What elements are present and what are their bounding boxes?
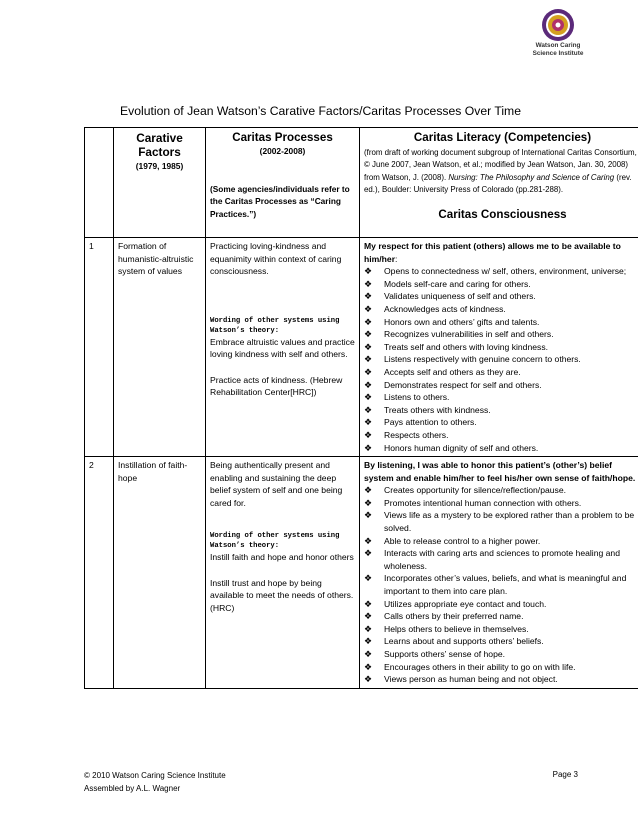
bullet-text: Learns about and supports others’ beliefs.: [384, 636, 544, 647]
bullet-icon: ❖: [364, 611, 373, 622]
logo-line-1: Watson Caring: [535, 42, 581, 49]
list-item: [364, 635, 638, 648]
carative-factors-title: Carative Factors: [136, 131, 183, 159]
list-item: [364, 497, 638, 510]
other-wording-1: Instill faith and hope and honor others: [210, 552, 354, 563]
bullet-text: Models self-care and caring for others.: [384, 278, 531, 289]
source-publisher: (rev. ed.), Boulder: University Press of Colorado (pp.281-288).: [364, 172, 632, 195]
list-item: [364, 429, 638, 442]
page-title: Evolution of Jean Watson’s Carative Factors/Caritas Processes Over Time: [120, 104, 521, 118]
list-item: [364, 265, 638, 278]
list-item: [364, 290, 638, 303]
bullet-icon: ❖: [364, 303, 373, 314]
list-item: [364, 303, 638, 316]
logo-emblem-icon: [541, 8, 575, 42]
list-item: [364, 328, 638, 341]
bullet-icon: ❖: [364, 497, 373, 508]
process-text: Being authentically present and enabling and sustaining the deep belief system of self and one being cared for.: [210, 460, 343, 508]
bullet-text: Interacts with caring arts and sciences to promote healing and wholeness.: [384, 548, 620, 571]
source-book-title: Nursing: The Philosophy and Science of Caring: [448, 172, 615, 182]
bullet-text: Treats self and others with loving kindness.: [384, 341, 548, 352]
list-item: [364, 316, 638, 329]
bullet-icon: ❖: [364, 366, 373, 377]
spacer: [210, 509, 355, 531]
bullet-text: Views person as human being and not object.: [384, 674, 558, 685]
other-systems-heading: Wording of other systems using Watson’s theory:: [210, 316, 340, 335]
bullet-icon: ❖: [364, 485, 373, 496]
bullet-text: Encourages others in their ability to go on with life.: [384, 661, 576, 672]
bullet-icon: ❖: [364, 674, 373, 685]
bullet-text: Views life as a mystery to be explored rather than a problem to be solved.: [384, 510, 635, 534]
bullet-text: Creates opportunity for silence/reflection/pause.: [384, 485, 567, 496]
bullet-text: Opens to connectedness w/ self, others, environment, universe;: [384, 266, 627, 277]
bullet-icon: ❖: [364, 278, 373, 289]
footer-assembled: Assembled by A.L. Wagner: [84, 784, 181, 793]
header-carative-factors: [114, 128, 206, 238]
list-item: [364, 484, 638, 497]
list-item: [364, 509, 638, 534]
bullet-icon: ❖: [364, 354, 373, 365]
literacy-intro-tail: :: [395, 253, 398, 264]
caritas-literacy-title: Caritas Literacy (Competencies): [413, 131, 592, 144]
bullet-text: Utilizes appropriate eye contact and touch.: [384, 598, 547, 609]
bullet-icon: ❖: [364, 535, 373, 546]
bullet-text: Recognizes vulnerabilities in self and others.: [384, 329, 554, 340]
bullet-text: Listens respectively with genuine concern to others.: [384, 354, 581, 365]
other-wording-1: Embrace altruistic values and practice loving kindness with self and others.: [210, 336, 355, 360]
list-item: [364, 379, 638, 392]
bullet-icon: ❖: [364, 429, 373, 440]
caritas-process: [206, 238, 360, 457]
list-item: [364, 416, 638, 429]
logo-line-2: Science Institute: [532, 49, 584, 57]
row-number: 1: [85, 238, 114, 457]
bullet-text: Listens to others.: [384, 392, 450, 403]
list-item: [364, 535, 638, 548]
list-item: [364, 366, 638, 379]
carative-table: [84, 127, 638, 689]
bullet-icon: ❖: [364, 291, 373, 302]
footer-copyright: © 2010 Watson Caring Science Institute: [84, 771, 226, 780]
bullet-text: Demonstrates respect for self and others.: [384, 379, 542, 390]
literacy-bullets: [364, 484, 638, 686]
carative-factor: Instillation of faith-hope: [114, 457, 206, 689]
bullet-icon: ❖: [364, 341, 373, 352]
header-row: [85, 128, 638, 238]
bullet-text: Calls others by their preferred name.: [384, 611, 524, 622]
institute-logo: [508, 8, 608, 70]
spacer: [210, 361, 355, 374]
bullet-icon: ❖: [364, 392, 373, 403]
bullet-text: Able to release control to a higher power.: [384, 535, 541, 546]
bullet-text: Acknowledges acts of kindness.: [384, 303, 506, 314]
caritas-processes-note: (Some agencies/individuals refer to the Caritas Processes as “Caring Practices.”): [210, 184, 350, 219]
other-wording-2: Instill trust and hope by being available to meet the needs of others. (HRC): [210, 577, 354, 613]
literacy-intro: By listening, I was able to honor this patient’s (other’s) belief system and enable him/her to feel his/her own sense of faith/hope.: [364, 460, 636, 483]
caritas-literacy-source: [364, 147, 638, 197]
list-item: [364, 572, 638, 597]
bullet-text: Incorporates other’s values, beliefs, and what is meaningful and important to them into care plan.: [384, 573, 627, 597]
table-row: [85, 457, 638, 689]
literacy-intro: My respect for this patient (others) allows me to be available to him/her: [364, 241, 621, 264]
bullet-icon: ❖: [364, 266, 373, 277]
bullet-icon: ❖: [364, 649, 373, 659]
bullet-icon: ❖: [364, 417, 373, 428]
table-row: [85, 238, 638, 457]
list-item: [364, 610, 638, 623]
caritas-consciousness-heading: Caritas Consciousness: [438, 207, 567, 221]
bullet-text: Supports others’ sense of hope.: [384, 649, 506, 659]
list-item: [364, 278, 638, 291]
list-item: [364, 661, 638, 674]
bullet-icon: ❖: [364, 510, 373, 521]
bullet-icon: ❖: [364, 379, 373, 390]
process-text: Practicing loving-kindness and equanimity within context of caring consciousness.: [210, 241, 342, 277]
spacer: [210, 278, 355, 316]
row-number: 2: [85, 457, 114, 689]
list-item: [364, 341, 638, 354]
bullet-icon: ❖: [364, 598, 373, 609]
header-caritas-processes: [206, 128, 360, 238]
bullet-icon: ❖: [364, 404, 373, 415]
bullet-text: Helps others to believe in themselves.: [384, 623, 529, 634]
other-wording-2: Practice acts of kindness. (Hebrew Rehabilitation Center[HRC]): [210, 374, 343, 398]
caritas-literacy: [360, 457, 638, 689]
caritas-literacy: [360, 238, 638, 457]
other-systems-heading: Wording of other systems using Watson’s theory:: [210, 532, 340, 551]
source-text: (from draft of working document subgroup of International Caritas Consortium, © June 2007, Jean Watson, et al.; modified by Jean Watson, Jan. 30, 2008) from Watson, J. (2008).: [364, 147, 637, 182]
caritas-processes-title: Caritas Processes: [232, 131, 333, 144]
list-item: [364, 547, 638, 572]
caritas-process: [206, 457, 360, 689]
bullet-icon: ❖: [364, 661, 373, 672]
bullet-text: Honors human dignity of self and others.: [384, 442, 539, 453]
spacer: [210, 564, 355, 577]
carative-factors-years: (1979, 1985): [135, 161, 184, 171]
list-item: [364, 598, 638, 611]
bullet-icon: ❖: [364, 623, 373, 634]
bullet-text: Honors own and others’ gifts and talents.: [384, 316, 540, 327]
bullet-text: Respects others.: [384, 429, 449, 440]
bullet-icon: ❖: [364, 442, 373, 453]
list-item: [364, 648, 638, 661]
bullet-text: Validates uniqueness of self and others.: [384, 291, 536, 302]
bullet-text: Promotes intentional human connection with others.: [384, 497, 582, 508]
bullet-icon: ❖: [364, 636, 373, 647]
bullet-icon: ❖: [364, 548, 373, 559]
bullet-text: Pays attention to others.: [384, 417, 477, 428]
page-number: Page 3: [552, 770, 578, 779]
list-item: [364, 673, 638, 686]
bullet-text: Treats others with kindness.: [384, 404, 491, 415]
caritas-processes-years: (2002-2008): [259, 145, 306, 156]
list-item: [364, 623, 638, 636]
list-item: [364, 391, 638, 404]
list-item: [364, 353, 638, 366]
bullet-text: Accepts self and others as they are.: [384, 366, 521, 377]
header-caritas-literacy: [360, 128, 638, 238]
literacy-bullets: [364, 265, 638, 454]
carative-factor: Formation of humanistic-altruistic system of values: [114, 238, 206, 457]
header-num-cell: [85, 128, 114, 238]
list-item: [364, 404, 638, 417]
bullet-icon: ❖: [364, 573, 373, 584]
list-item: [364, 442, 638, 455]
bullet-icon: ❖: [364, 329, 373, 340]
bullet-icon: ❖: [364, 316, 373, 327]
